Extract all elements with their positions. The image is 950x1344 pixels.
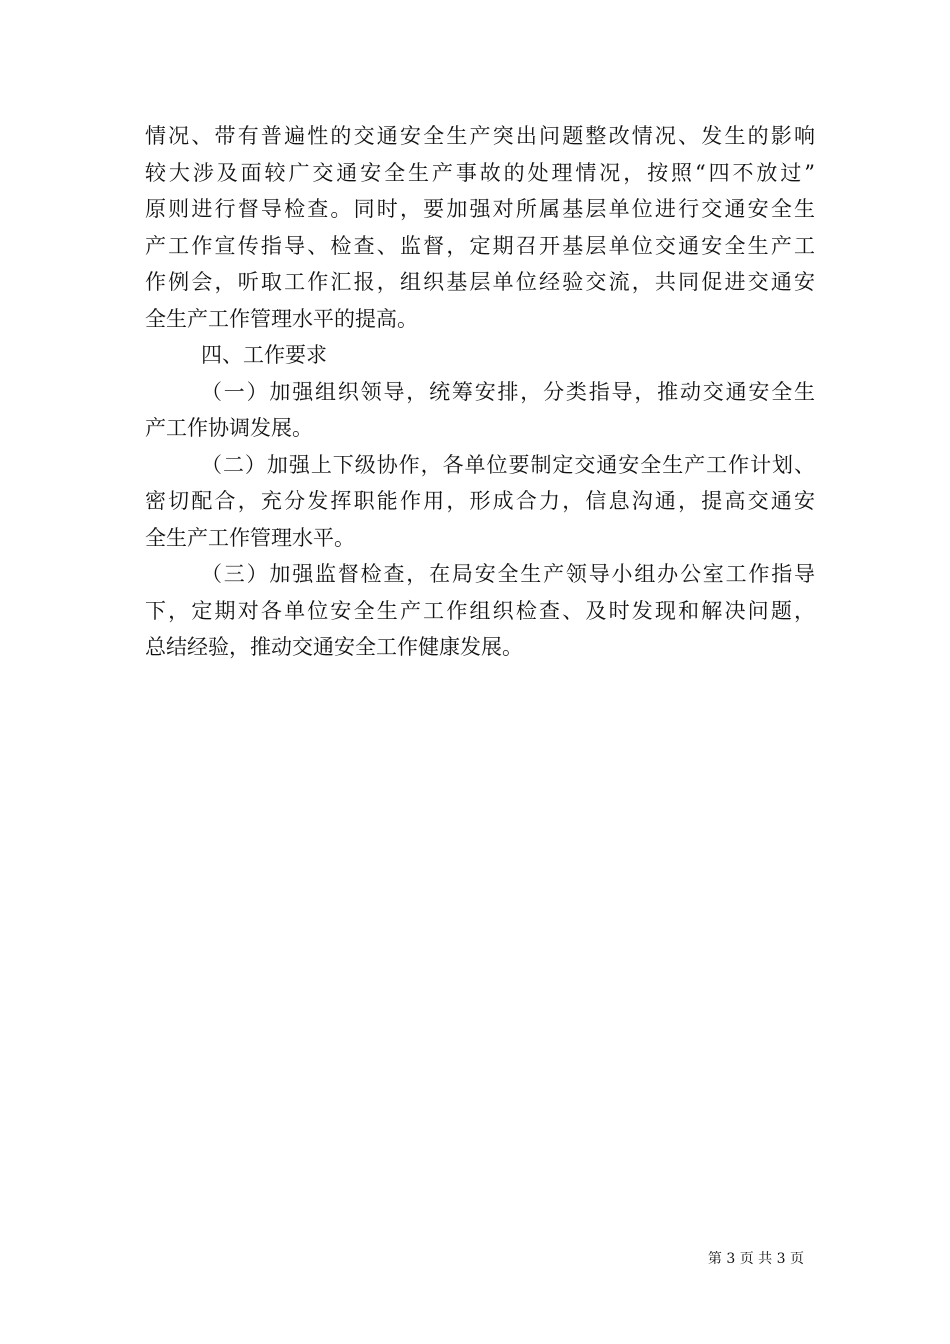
- paragraph-line: 情况、带有普遍性的交通安全生产突出问题整改情况、发生的影响: [145, 124, 815, 148]
- paragraph-line: （二）加强上下级协作，各单位要制定交通安全生产工作计划、: [201, 452, 815, 477]
- paragraph-line: （一）加强组织领导，统筹安排，分类指导，推动交通安全生: [201, 379, 815, 404]
- paragraph-line: （三）加强监督检查，在局安全生产领导小组办公室工作指导: [201, 562, 815, 586]
- paragraph-line: 全生产工作管理水平。: [145, 525, 355, 550]
- paragraph-line: 全生产工作管理水平的提高。: [145, 306, 418, 331]
- paragraph-line: 产工作协调发展。: [145, 416, 313, 440]
- paragraph-line: 密切配合，充分发挥职能作用，形成合力，信息沟通，提高交通安: [145, 489, 815, 513]
- paragraph-line: 产工作宣传指导、检查、监督，定期召开基层单位交通安全生产工: [145, 233, 815, 258]
- page-number: 第 3 页 共 3 页: [707, 1251, 804, 1267]
- paragraph-line: 原则进行督导检查。同时，要加强对所属基层单位进行交通安全生: [145, 197, 815, 221]
- paragraph-line: 总结经验，推动交通安全工作健康发展。: [145, 635, 523, 659]
- section-heading: 四、工作要求: [201, 343, 327, 367]
- paragraph-line: 下，定期对各单位安全生产工作组织检查、及时发现和解决问题，: [145, 598, 815, 623]
- paragraph-line: 较大涉及面较广交通安全生产事故的处理情况，按照“四不放过”: [145, 160, 815, 185]
- document-body: [145, 118, 815, 666]
- paragraph-line: 作例会，听取工作汇报，组织基层单位经验交流，共同促进交通安: [145, 270, 815, 294]
